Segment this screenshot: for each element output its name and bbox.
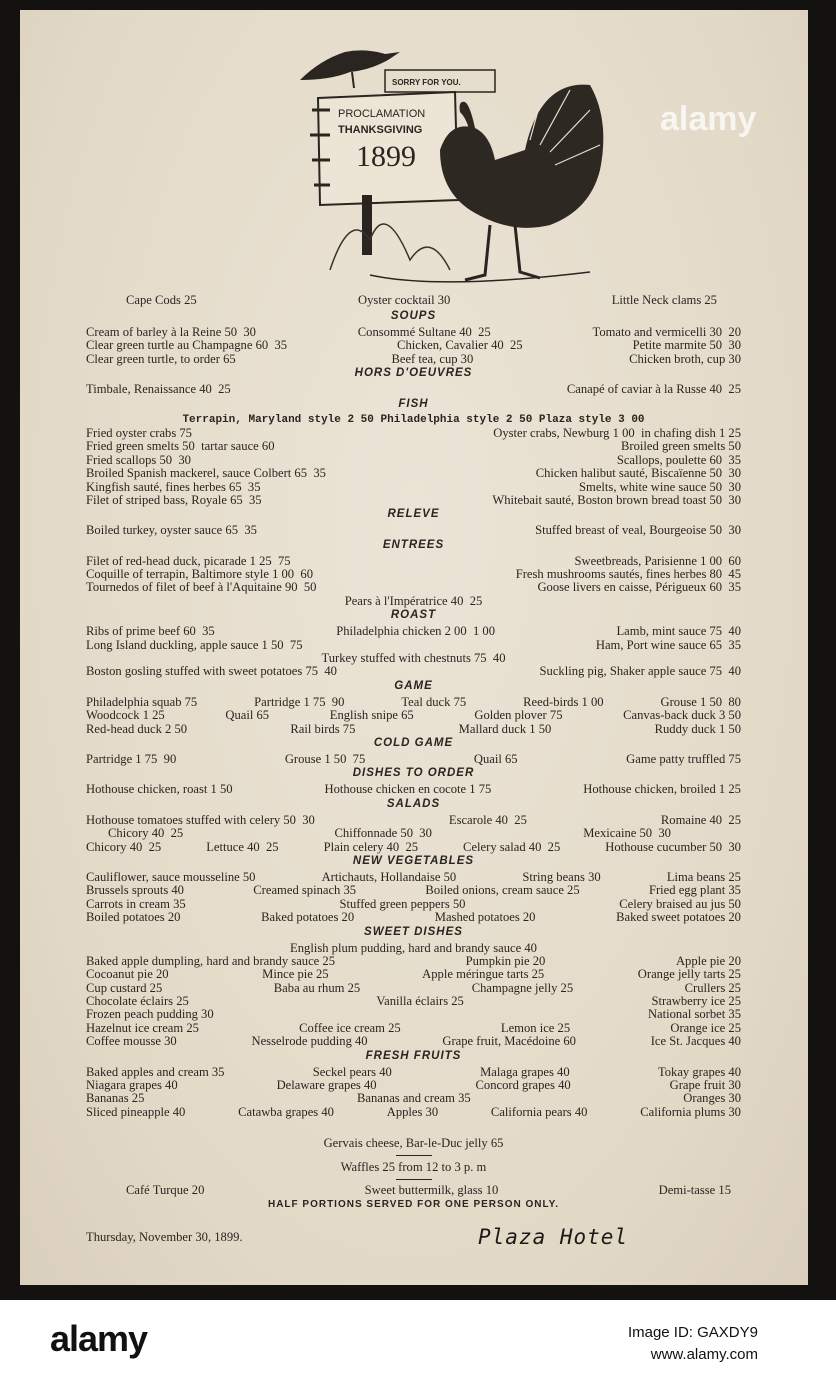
menu-item: Mallard duck 1 50 xyxy=(458,721,552,736)
menu-item: Chicken, Cavalier 40 25 xyxy=(397,338,523,353)
menu-item: Canapé of caviar à la Russe 40 25 xyxy=(566,382,741,397)
menu-item: Chiffonnade 50 30 xyxy=(334,826,432,841)
menu-row xyxy=(86,326,741,339)
menu-item: Hothouse chicken en cocote 1 75 xyxy=(324,782,492,797)
menu-item: Rail birds 75 xyxy=(290,721,356,736)
menu-item: Coffee mousse 30 xyxy=(86,1034,177,1049)
menu-item: Partridge 1 75 90 xyxy=(86,752,177,766)
menu-content xyxy=(86,294,741,1119)
menu-item: Oyster cocktail 30 xyxy=(358,293,451,307)
menu-row xyxy=(86,555,741,568)
menu-top-row xyxy=(126,294,717,309)
menu-row xyxy=(86,440,741,453)
sign-year: 1899 xyxy=(356,140,416,173)
menu-row xyxy=(86,524,741,537)
menu-row xyxy=(86,982,741,995)
menu-row xyxy=(86,652,741,665)
section-heading: RELEVE xyxy=(387,508,440,521)
menu-item: Coquille of terrapin, Baltimore style 1 00 60 xyxy=(86,567,313,582)
menu-item: Bananas 25 xyxy=(86,1091,145,1106)
menu-row xyxy=(86,841,741,854)
menu-item: Clear green turtle au Champagne 60 35 xyxy=(86,338,288,353)
menu-item: Chicken halibut sauté, Biscaïenne 50 30 xyxy=(535,466,741,481)
menu-row xyxy=(86,467,741,480)
section-heading: COLD GAME xyxy=(373,737,454,749)
menu-item: Golden plover 75 xyxy=(474,708,563,723)
menu-item: Quail 65 xyxy=(473,752,518,766)
menu-item: Demi-tasse 15 xyxy=(658,1183,731,1197)
menu-item: Boiled potatoes 20 xyxy=(86,910,181,925)
menu-row xyxy=(86,353,741,366)
menu-item: Petite marmite 50 30 xyxy=(632,338,741,353)
menu-item: Champagne jelly 25 xyxy=(471,980,574,995)
menu-item: Suckling pig, Shaker apple sauce 75 40 xyxy=(539,664,741,679)
menu-item: Fresh mushrooms sautés, fines herbes 80 45 xyxy=(515,567,741,582)
section-heading: GAME xyxy=(394,679,433,692)
menu-item: Stuffed breast of veal, Bourgeoise 50 30 xyxy=(535,523,741,538)
menu-item: Crullers 25 xyxy=(684,980,741,995)
menu-item: Celery braised au jus 50 xyxy=(619,896,741,911)
thanksgiving-illustration xyxy=(290,40,610,290)
drinks-row xyxy=(126,1184,731,1197)
menu-item: Filet of striped bass, Royale 65 35 xyxy=(86,492,262,507)
menu-item: Chicken broth, cup 30 xyxy=(629,351,741,366)
menu-item: Canvas-back duck 3 50 xyxy=(623,708,741,723)
divider xyxy=(396,1179,432,1180)
menu-item: Cauliflower, sauce mousseline 50 xyxy=(86,869,256,884)
menu-row xyxy=(86,427,741,440)
menu-item: Sweetbreads, Parisienne 1 00 60 xyxy=(574,553,741,568)
menu-row xyxy=(86,696,741,709)
menu-row xyxy=(86,955,741,968)
menu-row xyxy=(86,968,741,981)
menu-item: Malaga grapes 40 xyxy=(480,1064,570,1079)
menu-item: Beef tea, cup 30 xyxy=(391,351,474,366)
menu-item: Apples 30 xyxy=(386,1104,439,1119)
menu-row xyxy=(86,814,741,827)
menu-item: Oranges 30 xyxy=(683,1091,741,1106)
menu-item: Fried oyster crabs 75 xyxy=(86,425,192,440)
section-heading: DISHES TO ORDER xyxy=(352,767,475,780)
divider xyxy=(396,1155,432,1156)
menu-row xyxy=(86,898,741,911)
menu-item: Baba au rhum 25 xyxy=(273,980,361,995)
menu-item: Delaware grapes 40 xyxy=(276,1078,377,1093)
menu-item: Cocoanut pie 20 xyxy=(86,967,169,982)
menu-row xyxy=(86,625,741,638)
menu-item: Hazelnut ice cream 25 xyxy=(86,1020,199,1035)
section-heading: FISH xyxy=(398,397,429,410)
menu-item: Orange ice 25 xyxy=(670,1020,741,1035)
menu-item: Kingfish sauté, fines herbes 65 35 xyxy=(86,479,261,494)
menu-item: National sorbet 35 xyxy=(647,1007,741,1022)
menu-item: Smelts, white wine sauce 50 30 xyxy=(579,479,741,494)
menu-item: Chicory 40 25 xyxy=(108,826,184,841)
menu-item: Romaine 40 25 xyxy=(660,812,741,827)
menu-item: Baked apple dumpling, hard and brandy sauce 25 xyxy=(86,953,336,968)
menu-row xyxy=(86,911,741,924)
menu-item: Teal duck 75 xyxy=(401,694,467,709)
menu-row xyxy=(86,1092,741,1105)
menu-item: String beans 30 xyxy=(522,869,601,884)
stock-footer-bar xyxy=(0,1300,836,1390)
menu-item: Broiled Spanish mackerel, sauce Colbert 65 35 xyxy=(86,466,326,481)
menu-item: Ribs of prime beef 60 35 xyxy=(86,624,215,639)
menu-item: Escarole 40 25 xyxy=(448,812,527,827)
menu-row xyxy=(86,995,741,1008)
menu-item: Cup custard 25 xyxy=(86,980,163,995)
menu-item: Sweet buttermilk, glass 10 xyxy=(364,1183,499,1197)
menu-item: Hothouse tomatoes stuffed with celery 50 30 xyxy=(86,812,315,827)
menu-item: Niagara grapes 40 xyxy=(86,1078,178,1093)
menu-row xyxy=(86,753,741,766)
menu-row xyxy=(86,494,741,507)
section-heading: SWEET DISHES xyxy=(364,925,463,938)
menu-item: Little Neck clams 25 xyxy=(611,293,717,307)
menu-row xyxy=(86,383,741,396)
menu-row xyxy=(86,942,741,955)
menu-item: Long Island duckling, apple sauce 1 50 75 xyxy=(86,637,303,652)
menu-item: Boston gosling stuffed with sweet potatoes 75 40 xyxy=(86,664,337,679)
menu-item: Tokay grapes 40 xyxy=(657,1064,741,1079)
menu-item: Seckel pears 40 xyxy=(312,1064,392,1079)
menu-item: English plum pudding, hard and brandy sauce 40 xyxy=(290,940,537,955)
menu-item: Catawba grapes 40 xyxy=(238,1104,334,1119)
menu-item: Fried green smelts 50 tartar sauce 60 xyxy=(86,439,275,454)
menu-item: California plums 30 xyxy=(640,1104,741,1119)
menu-item: Grouse 1 50 80 xyxy=(660,694,741,709)
menu-item: Woodcock 1 25 xyxy=(86,708,165,723)
menu-item: Concord grapes 40 xyxy=(475,1078,571,1093)
menu-item: Celery salad 40 25 xyxy=(463,839,561,854)
menu-item: Grape fruit 30 xyxy=(669,1078,741,1093)
menu-item: Hothouse cucumber 50 30 xyxy=(605,839,741,854)
section-heading: SALADS xyxy=(386,797,441,810)
alamy-logo: alamy xyxy=(50,1318,148,1359)
section-heading: FRESH FRUITS xyxy=(365,1049,462,1062)
menu-row xyxy=(86,339,741,352)
menu-item: Partridge 1 75 90 xyxy=(254,694,345,709)
menu-row xyxy=(86,1008,741,1021)
menu-item: Chicory 40 25 xyxy=(86,839,162,854)
menu-item: Sliced pineapple 40 xyxy=(86,1104,186,1119)
menu-row xyxy=(86,723,741,736)
menu-item: Timbale, Renaissance 40 25 xyxy=(86,382,231,397)
menu-item: Boiled onions, cream sauce 25 xyxy=(425,883,580,898)
waffles-line: Waffles 25 from 12 to 3 p. m xyxy=(340,1160,487,1174)
menu-item: Consommé Sultane 40 25 xyxy=(357,325,491,339)
menu-item: Lemon ice 25 xyxy=(500,1020,571,1035)
menu-item: Café Turque 20 xyxy=(126,1183,205,1197)
menu-row xyxy=(86,1066,741,1079)
menu-item: Creamed spinach 35 xyxy=(253,883,357,898)
menu-row xyxy=(86,581,741,594)
menu-item: Carrots in cream 35 xyxy=(86,896,186,911)
menu-item: Orange jelly tarts 25 xyxy=(637,967,741,982)
menu-row xyxy=(86,871,741,884)
menu-item: Whitebait sauté, Boston brown bread toast 50 30 xyxy=(492,492,741,507)
handwritten-signature: Plaza Hotel xyxy=(478,1225,629,1249)
menu-item: Reed-birds 1 00 xyxy=(523,694,604,709)
half-portions-notice: HALF PORTIONS SERVED FOR ONE PERSON ONLY. xyxy=(267,1199,560,1211)
menu-item: Cream of barley à la Reine 50 30 xyxy=(86,325,256,339)
site-url: www.alamy.com xyxy=(650,1346,758,1363)
menu-item: Artichauts, Hollandaise 50 xyxy=(321,869,457,884)
menu-row xyxy=(86,827,741,840)
cheese-line: Gervais cheese, Bar-le-Duc jelly 65 xyxy=(323,1136,504,1150)
menu-item: Tomato and vermicelli 30 20 xyxy=(592,325,741,339)
menu-item: Chocolate éclairs 25 xyxy=(86,994,189,1009)
menu-row xyxy=(86,1079,741,1092)
menu-date: Thursday, November 30, 1899. xyxy=(86,1230,243,1244)
menu-item: Stuffed green peppers 50 xyxy=(339,896,466,911)
menu-item: Hothouse chicken, broiled 1 25 xyxy=(583,782,741,797)
watermark-logo: alamy xyxy=(660,100,757,138)
menu-row xyxy=(86,481,741,494)
menu-item: California pears 40 xyxy=(490,1104,588,1119)
menu-item: Baked sweet potatoes 20 xyxy=(616,910,741,925)
menu-row xyxy=(86,1106,741,1119)
menu-row xyxy=(86,884,741,897)
menu-item: Vanilla éclairs 25 xyxy=(376,994,464,1009)
menu-item: Goose livers en caisse, Périgueux 60 35 xyxy=(537,580,741,595)
section-heading: HORS D'OEUVRES xyxy=(354,367,473,380)
menu-item: Broiled green smelts 50 xyxy=(621,439,741,454)
menu-item: Tournedos of filet of beef à l'Aquitaine 90 50 xyxy=(86,580,317,595)
menu-row xyxy=(86,1035,741,1048)
menu-item: Fried egg plant 35 xyxy=(648,883,741,898)
menu-item: Lettuce 40 25 xyxy=(206,839,279,854)
menu-item: Brussels sprouts 40 xyxy=(86,883,184,898)
menu-row xyxy=(86,665,741,678)
menu-item: Pears à l'Impératrice 40 25 xyxy=(344,593,483,608)
menu-item: Scallops, poulette 60 35 xyxy=(616,452,741,467)
menu-item: Fried scallops 50 30 xyxy=(86,452,191,467)
menu-item: Ruddy duck 1 50 xyxy=(654,721,741,736)
menu-item: Philadelphia chicken 2 00 1 00 xyxy=(336,624,495,639)
menu-row xyxy=(86,709,741,722)
menu-item: Lima beans 25 xyxy=(666,869,741,884)
menu-row xyxy=(86,568,741,581)
image-id: Image ID: GAXDY9 xyxy=(627,1324,758,1341)
terrapin-line: Terrapin, Maryland style 2 50 Philadelphia style 2 50 Plaza style 3 00 xyxy=(182,413,645,426)
menu-item: Frozen peach pudding 30 xyxy=(86,1007,214,1022)
menu-item: Turkey stuffed with chestnuts 75 40 xyxy=(321,651,506,666)
section-heading: ENTREES xyxy=(382,538,445,551)
sign-line-1: PROCLAMATION xyxy=(338,108,426,120)
menu-item: Nesselrode pudding 40 xyxy=(251,1034,368,1049)
menu-item: Clear green turtle, to order 65 xyxy=(86,351,236,366)
menu-footer xyxy=(86,1136,741,1249)
menu-item: Mexicaine 50 30 xyxy=(583,826,671,841)
menu-item: Grouse 1 50 75 xyxy=(284,752,366,766)
menu-item: Mashed potatoes 20 xyxy=(434,910,536,925)
menu-item: Grape fruit, Macédoine 60 xyxy=(442,1034,576,1049)
menu-item: Bananas and cream 35 xyxy=(357,1091,471,1106)
menu-item: Pumpkin pie 20 xyxy=(465,953,546,968)
menu-item: Filet of red-head duck, picarade 1 25 75 xyxy=(86,553,291,568)
menu-item: Game patty truffled 75 xyxy=(626,752,741,766)
menu-item: Philadelphia squab 75 xyxy=(86,694,198,709)
menu-item: Oyster crabs, Newburg 1 00 in chafing dish 1 25 xyxy=(493,425,741,440)
menu-item: Coffee ice cream 25 xyxy=(299,1020,401,1035)
section-heading: NEW VEGETABLES xyxy=(352,854,475,867)
menu-item: English snipe 65 xyxy=(329,708,414,723)
menu-row xyxy=(86,1022,741,1035)
menu-row xyxy=(86,783,741,796)
menu-item: Quail 65 xyxy=(225,708,270,723)
menu-item: Lamb, mint sauce 75 40 xyxy=(616,624,741,639)
section-heading: ROAST xyxy=(390,609,437,622)
menu-item: Plain celery 40 25 xyxy=(323,839,419,854)
menu-item: Baked potatoes 20 xyxy=(261,910,355,925)
menu-item: Cape Cods 25 xyxy=(126,293,197,307)
menu-item: Strawberry ice 25 xyxy=(651,994,741,1009)
menu-item: Baked apples and cream 35 xyxy=(86,1064,225,1079)
menu-row xyxy=(86,639,741,652)
menu-row xyxy=(86,454,741,467)
menu-item: Apple pie 20 xyxy=(675,953,741,968)
menu-item: Red-head duck 2 50 xyxy=(86,721,188,736)
menu-item: Apple méringue tarts 25 xyxy=(422,967,545,982)
menu-item: Boiled turkey, oyster sauce 65 35 xyxy=(86,523,257,538)
menu-row xyxy=(86,595,741,608)
menu-item: Hothouse chicken, roast 1 50 xyxy=(86,782,233,797)
menu-item: Mince pie 25 xyxy=(262,967,329,982)
menu-item: Ice St. Jacques 40 xyxy=(650,1034,741,1049)
menu-item: Ham, Port wine sauce 65 35 xyxy=(595,637,741,652)
section-heading: SOUPS xyxy=(390,310,437,322)
sign-small-text: SORRY FOR YOU. xyxy=(392,78,461,87)
sign-line-2: THANKSGIVING xyxy=(338,124,423,136)
